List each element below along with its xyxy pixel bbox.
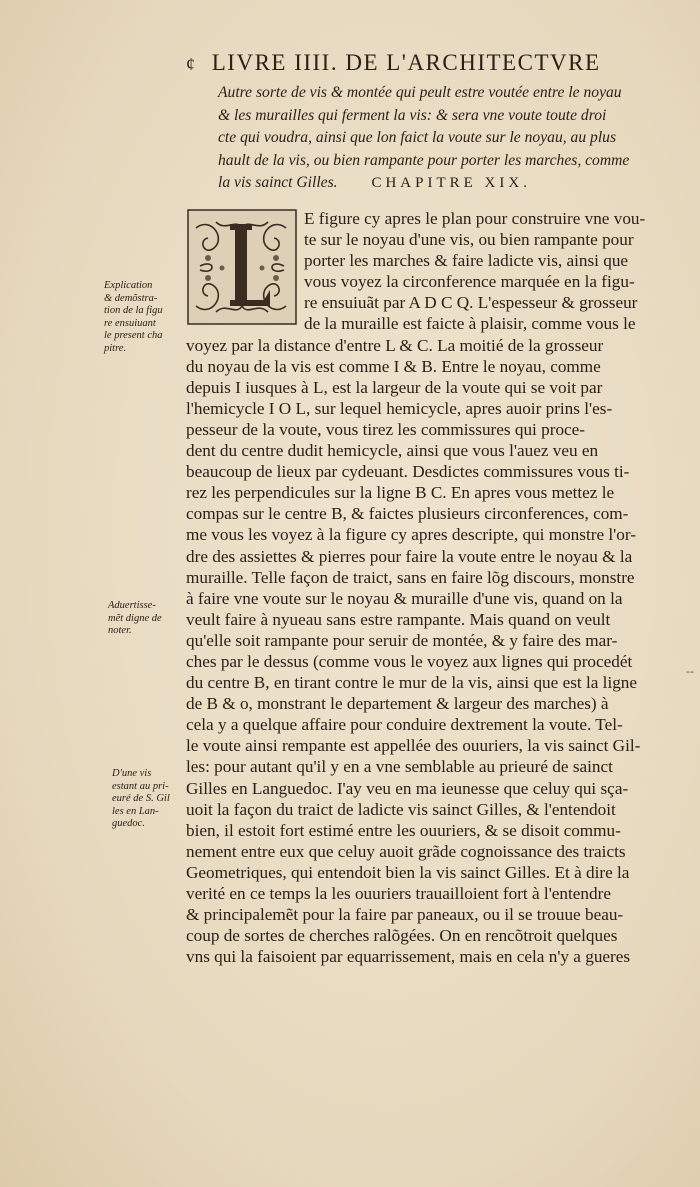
body-line: dent du centre dudit hemicycle, ainsi que vous l'auez veu en <box>186 441 599 461</box>
title-line-last <box>218 172 688 195</box>
body-line: cela y a quelque affaire pour conduire dextrement la voute. Tel- <box>186 715 623 735</box>
chapter-title <box>218 82 688 195</box>
body-line: l'hemicycle I O L, sur lequel hemicycle, apres auoir prins l'es- <box>186 398 613 418</box>
body-line: depuis I iusques à L, est la largeur de la voute qui se voit par <box>186 377 603 397</box>
body-line: de B & o, monstrant le departement & largeur des marches) à <box>186 694 609 714</box>
margin-note-line: re ensuiuant <box>104 317 156 329</box>
body-line: qu'elle soit rampante pour seruir de montée, & y faire des mar- <box>186 630 618 650</box>
body-line: à faire vne voute sur le noyau & muraille d'une vis, quand on la <box>186 588 623 608</box>
body-line: verité en ce temps la les ouuriers trauailloient fort à l'entendre <box>186 884 611 903</box>
body-line: E figure cy apres le plan pour construire vne vou- <box>304 209 646 228</box>
body-line: vous voyez la circonference marquée en la figu- <box>304 272 635 292</box>
body-line: porter les marches & faire ladicte vis, ainsi que <box>304 251 629 271</box>
header-mark: ¢ <box>186 54 197 74</box>
body-line: muraille. Telle façon de traict, sans en faire lõg discours, monstre <box>186 567 635 587</box>
margin-note-line: le present cha <box>104 330 163 342</box>
body-line: veult faire à nyueau sans estre rampante. Mais quand on veult <box>186 609 611 629</box>
body-line: bien, il estoit fort estimé entre les ouuriers, & se disoit commu- <box>186 820 621 840</box>
margin-note-line: Aduertisse- <box>108 600 156 611</box>
margin-note-line: & demõstra- <box>104 292 158 304</box>
margin-note-vis-saint-gilles <box>112 768 192 831</box>
body-line: te sur le noyau d'une vis, ou bien rampante pour <box>304 230 634 250</box>
body-line: Gilles en Languedoc. I'ay veu en ma ieunesse que celuy qui sça- <box>186 778 629 798</box>
margin-note-line: pitre. <box>104 342 127 354</box>
margin-note-line: noter. <box>108 625 132 637</box>
margin-note-aduertissement <box>108 600 188 638</box>
body-line: me vous les voyez à la figure cy apres descripte, qui monstre l'or- <box>186 525 636 545</box>
body-line: & principalemẽt pour la faire par paneaux, ou il se trouue beau- <box>186 905 624 925</box>
body-line: re ensuiuãt par A D C Q. L'espesseur & grosseur <box>304 293 638 313</box>
body-line: nement entre eux que celuy auoit grãde cognoissance des traicts <box>186 841 626 861</box>
body-line: pesseur de la voute, vous tirez les commissures qui proce- <box>186 419 586 439</box>
body-line: de la muraille est faicte à plaisir, comme vous le <box>304 314 636 334</box>
title-line: & les murailles qui ferment la vis: & sera vne voute toute droi <box>218 106 607 124</box>
body-line: compas sur le centre B, & faictes plusieurs circonferences, com- <box>186 504 629 524</box>
body-line: les: pour autant qu'il y en a vne semblable au prieuré de sainct <box>186 757 613 777</box>
body-line: rez les perpendicules sur la ligne B C. En apres vous mettez le <box>186 483 615 503</box>
body-line: beaucoup de lieux par cydeuant. Desdictes commissures vous ti- <box>186 462 630 482</box>
chapter-number: CHAPITRE XIX. <box>371 175 531 191</box>
running-header <box>186 50 686 76</box>
body-line: vns qui la faisoient par equarrissement, mais en cela n'y a gueres <box>186 947 631 967</box>
body-line: coup de sortes de cherches ralõgées. On en rencõtroit quelques <box>186 926 618 946</box>
margin-note-line: estant au pri- <box>112 780 169 792</box>
margin-note-line: les en Lan- <box>112 805 159 817</box>
margin-note-line: Explication <box>104 280 153 291</box>
margin-note-explication <box>104 280 184 356</box>
body-text <box>186 208 682 967</box>
running-title: LIVRE IIII. DE L'ARCHITECTVRE <box>211 50 601 75</box>
body-line: dre des assiettes & pierres pour faire la voute entre le noyau & la <box>186 546 633 566</box>
body-line: du centre B, en tirant contre le mur de la vis, ainsi que est la ligne <box>186 673 638 693</box>
margin-note-line: euré de S. Gil <box>112 793 170 805</box>
margin-note-line: tion de la figu <box>104 305 163 317</box>
title-line: hault de la vis, ou bien rampante pour porter les marches, comme <box>218 151 630 169</box>
body-line: Geometriques, qui entendoit bien la vis sainct Gilles. Et à dire la <box>186 862 630 882</box>
body-line: du noyau de la vis est comme I & B. Entre le noyau, comme <box>186 356 601 376</box>
body-line: le voute ainsi rempante est appellée des ouuriers, la vis sainct Gil- <box>186 736 641 756</box>
body-line: uoit la façon du traict de ladicte vis sainct Gilles, & l'entendoit <box>186 799 616 819</box>
edge-mark: -- <box>686 664 694 678</box>
margin-note-line: D'une vis <box>112 768 152 779</box>
body-line: ches par le dessus (comme vous le voyez aux lignes qui procedét <box>186 651 633 671</box>
margin-note-line: guedoc. <box>112 818 145 830</box>
title-line: cte qui voudra, ainsi que lon faict la voute sur le noyau, au plus <box>218 129 617 146</box>
title-last-text: la vis sainct Gilles. <box>218 174 338 191</box>
margin-note-line: mẽt digne de <box>108 612 162 624</box>
title-line: Autre sorte de vis & montée qui peult estre voutée entre le noyau <box>218 84 622 101</box>
body-line: voyez par la distance d'entre L & C. La moitié de la grosseur <box>186 335 604 355</box>
